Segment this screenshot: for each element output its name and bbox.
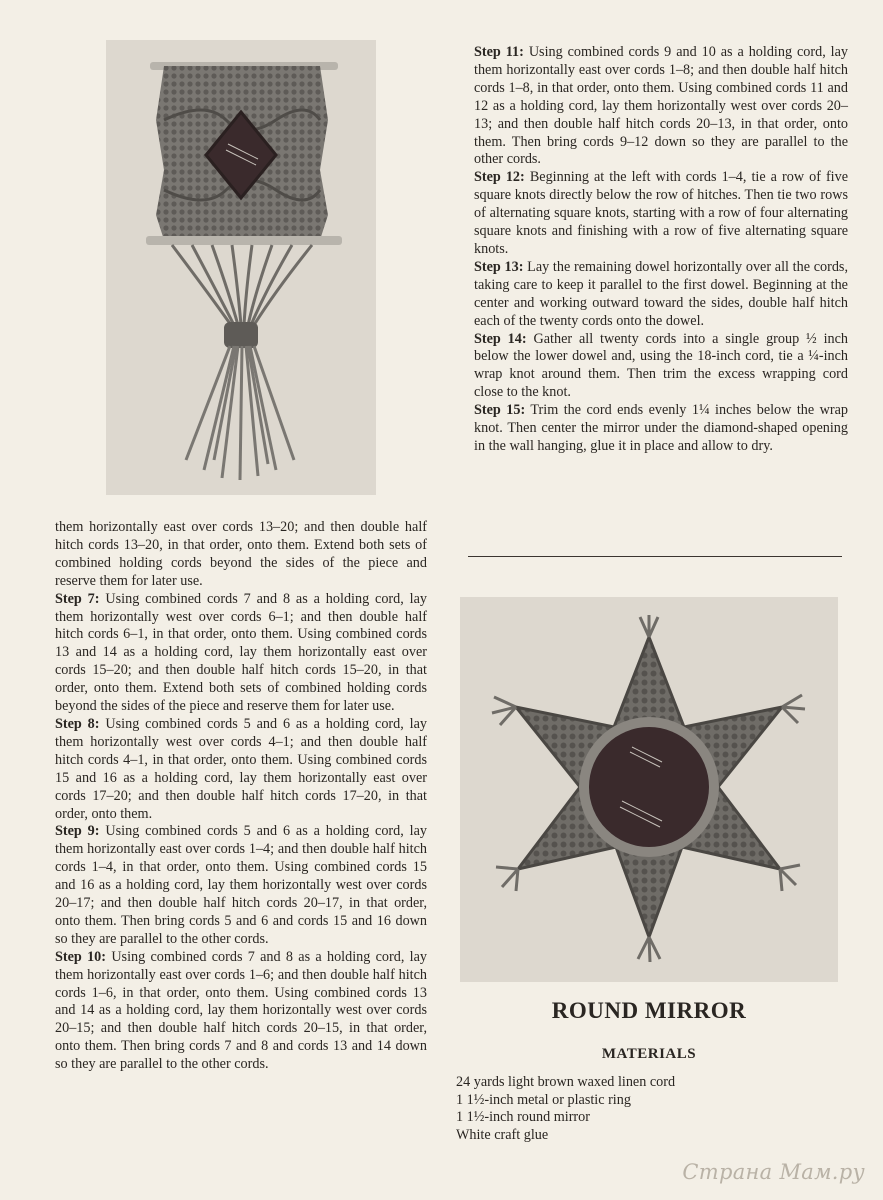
step-text: Using combined cords 7 and 8 as a holding cord, lay them horizontally east over cords 1–6; and then double half hitch cords 1–6, in that order, onto them. Using combined cords 13 and 14 as a holding cord, lay them horizontally west over cords 20–15; and then double half hitch cords 20–15, in that order, onto them. Then bring cords 7 and 8 and cords 13 and 14 down so they are parallel to the other cords. xyxy=(55,948,428,1073)
step-text: Using combined cords 9 and 10 as a holding cord, lay them horizontally east over cords 1–8; and then double half hitch cords 1–8, in that order, onto them. Using combined cords 11 and 12 as a holding cord, lay them horizontally west over cords 20–13; and then double half hitch cords 20–13, in that order, onto them. Then bring cords 9–12 down so they are parallel to the other cords. xyxy=(474,44,849,168)
step-label: Step 7: xyxy=(55,590,100,607)
step-11 xyxy=(474,44,848,169)
wrap-knot xyxy=(224,322,258,348)
step-text: Using combined cords 5 and 6 as a holding cord, lay them horizontally east over cords 1–4; and then double half hitch cords 1–4, in that order, onto them. Using combined cords 15 and 16 as a holding cord, lay them horizontally west over cords 20–17; and then double half hitch cords 20–17, in that order, onto them. Then bring cords 5 and 6 and cords 15 and 16 down so they are parallel to the other cords. xyxy=(55,823,428,947)
step-text: Using combined cords 5 and 6 as a holding cord, lay them horizontally west over cords 4–1; and then double half hitch cords 4–1, in that order, onto them. Using combined cords 15 and 16 as a holding cord, lay them horizontally east over cords 17–20; and then double half hitch cords 17–20, in that order, onto them. xyxy=(55,715,428,822)
wall-hanging-illustration xyxy=(106,40,376,495)
step-label: Step 13: xyxy=(474,258,524,275)
right-column xyxy=(474,44,848,456)
list-item: 24 yards light brown waxed linen cord xyxy=(456,1074,676,1090)
step-label: Step 14: xyxy=(474,330,527,347)
step-15 xyxy=(474,402,848,456)
step-9 xyxy=(55,823,427,948)
step-7 xyxy=(55,591,427,716)
tassel xyxy=(186,346,294,480)
left-column xyxy=(55,519,427,1074)
step-10 xyxy=(55,949,427,1074)
step-8 xyxy=(55,716,427,823)
round-mirror xyxy=(589,727,709,847)
round-mirror-photo xyxy=(460,597,838,982)
step-text: Trim the cord ends evenly 1¼ inches below the wrap knot. Then center the mirror under the diamond-shaped opening in the wall hanging, glue it in place and allow to dry. xyxy=(474,402,848,454)
section-title: ROUND MIRROR xyxy=(551,998,747,1023)
materials-list xyxy=(456,1074,836,1144)
step-text: Gather all twenty cords into a single group ½ inch below the lower dowel and, using the 18-inch cord, tie a ¼-inch wrap knot around them. Then trim the excess wrapping cord close to the knot. xyxy=(474,330,849,401)
step-6-continuation: them horizontally east over cords 13–20; and then double half hitch cords 13–20, in that order, onto them. Extend both sets of combined holding cords beyond the sides of the piece and reserve them for later use. xyxy=(55,519,427,589)
wall-hanging-photo xyxy=(106,40,376,495)
section-divider xyxy=(468,556,842,557)
hanging-cords xyxy=(172,245,312,325)
materials-heading: MATERIALS xyxy=(601,1046,697,1062)
step-label: Step 12: xyxy=(474,169,525,186)
step-12 xyxy=(474,169,848,259)
step-label: Step 8: xyxy=(55,715,100,732)
step-13 xyxy=(474,259,848,331)
step-text: Lay the remaining dowel horizontally over all the cords, taking care to keep it parallel to the first dowel. Beginning at the center and working outward toward the sides, double half hitch each of the twenty cords onto the dowel. xyxy=(474,258,849,329)
lower-dowel xyxy=(146,236,342,245)
step-label: Step 11: xyxy=(474,44,524,60)
list-item: 1 1½-inch round mirror xyxy=(456,1109,590,1125)
step-text: Using combined cords 7 and 8 as a holding cord, lay them horizontally west over cords 6–1; and then double half hitch cords 6–1, in that order, onto them. Using combined cords 13 and 14 as a holding cord, lay them horizontally east over cords 15–20; and then double half hitch cords 15–20, in that order, onto them. Extend both sets of combined holding cords beyond the sides of the piece and reserve them for later use. xyxy=(55,590,428,715)
step-14 xyxy=(474,331,848,403)
step-text: Beginning at the left with cords 1–4, tie a row of five square knots directly below the row of hitches. Then tie two rows of alternating square knots, starting with a row of four alternating square knots and finishing with a row of five alternating square knots. xyxy=(474,169,849,257)
list-item: 1 1½-inch metal or plastic ring xyxy=(456,1091,631,1108)
list-item: White craft glue xyxy=(456,1126,549,1143)
step-label: Step 10: xyxy=(55,948,107,965)
watermark: Страна Мам.ру xyxy=(682,1160,865,1184)
step-label: Step 15: xyxy=(474,402,526,419)
step-label: Step 9: xyxy=(55,823,100,840)
round-mirror-illustration xyxy=(460,597,838,982)
